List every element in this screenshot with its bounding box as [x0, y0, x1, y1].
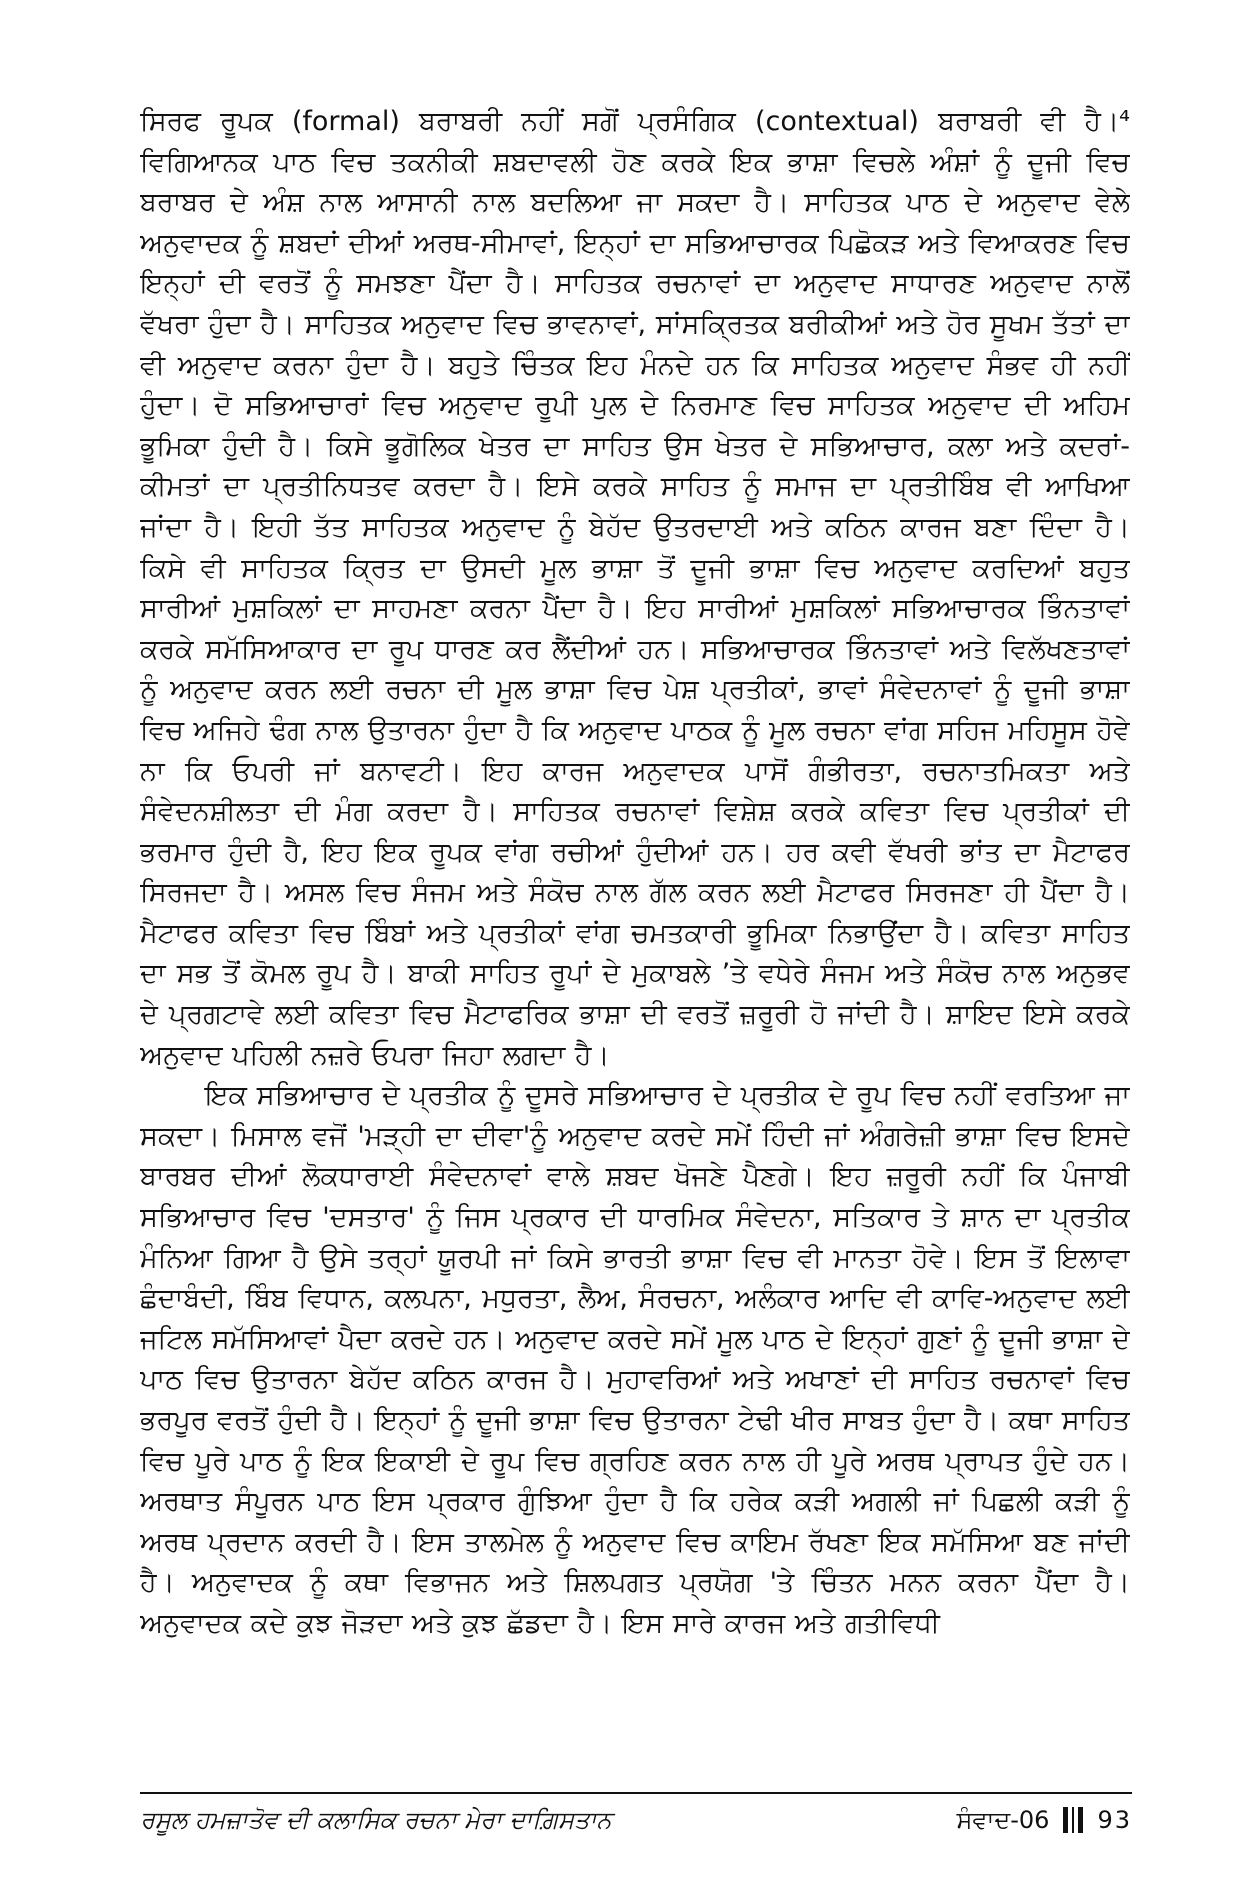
paragraph-2: ਇਕ ਸਭਿਆਚਾਰ ਦੇ ਪ੍ਰਤੀਕ ਨੂੰ ਦੂਸਰੇ ਸਭਿਆਚਾਰ ਦੇ ਪ੍ਰਤੀਕ ਦੇ ਰੂਪ ਵਿਚ ਨਹੀਂ ਵਰਤਿਆ ਜਾ ਸਕਦਾ। ਮਿਸਾਲ ਵਜੋਂ 'ਮੜ੍ਹੀ ਦਾ ਦੀਵਾ'ਨੂੰ ਅਨੁਵਾਦ ਕਰਦੇ ਸਮੇਂ ਹਿੰਦੀ ਜਾਂ ਅੰਗਰੇਜ਼ੀ ਭਾਸ਼ਾ ਵਿਚ ਇਸਦੇ ਬਾਰਬਰ ਦੀਆਂ ਲੋਕਧਾਰਾਈ ਸੰਵੇਦਨਾਵਾਂ ਵਾਲੇ ਸ਼ਬਦ ਖੋਜਣੇ ਪੈਣਗੇ। ਇਹ ਜ਼ਰੂਰੀ ਨਹੀਂ ਕਿ ਪੰਜਾਬੀ ਸਭਿਆਚਾਰ ਵਿਚ 'ਦਸਤਾਰ' ਨੂੰ ਜਿਸ ਪ੍ਰਕਾਰ ਦੀ ਧਾਰਮਿਕ ਸੰਵੇਦਨਾ, ਸਤਿਕਾਰ ਤੇ ਸ਼ਾਨ ਦਾ ਪ੍ਰਤੀਕ ਮੰਨਿਆ ਗਿਆ ਹੈ ਉਸੇ ਤਰ੍ਹਾਂ ਯੂਰਪੀ ਜਾਂ ਕਿਸੇ ਭਾਰਤੀ ਭਾਸ਼ਾ ਵਿਚ ਵੀ ਮਾਨਤਾ ਹੋਵੇ। ਇਸ ਤੋਂ ਇਲਾਵਾ ਛੰਦਾਬੰਦੀ, ਬਿੰਬ ਵਿਧਾਨ, ਕਲਪਨਾ, ਮਧੁਰਤਾ, ਲੈਅ, ਸੰਰਚਨਾ, ਅਲੰਕਾਰ ਆਦਿ ਵੀ ਕਾਵਿ-ਅਨੁਵਾਦ ਲਈ ਜਟਿਲ ਸਮੱਸਿਆਵਾਂ ਪੈਦਾ ਕਰਦੇ ਹਨ। ਅਨੁਵਾਦ ਕਰਦੇ ਸਮੇਂ ਮੂਲ ਪਾਠ ਦੇ ਇਨ੍ਹਾਂ ਗੁਣਾਂ ਨੂੰ ਦੂਜੀ ਭਾਸ਼ਾ ਦੇ ਪਾਠ ਵਿਚ ਉਤਾਰਨਾ ਬੇਹੱਦ ਕਠਿਨ ਕਾਰਜ ਹੈ। ਮੁਹਾਵਰਿਆਂ ਅਤੇ ਅਖਾਣਾਂ ਦੀ ਸਾਹਿਤ ਰਚਨਾਵਾਂ ਵਿਚ ਭਰਪੂਰ ਵਰਤੋਂ ਹੁੰਦੀ ਹੈ। ਇਨ੍ਹਾਂ ਨੂੰ ਦੂਜੀ ਭਾਸ਼ਾ ਵਿਚ ਉਤਾਰਨਾ ਟੇਢੀ ਖੀਰ ਸਾਬਤ ਹੁੰਦਾ ਹੈ। ਕਥਾ ਸਾਹਿਤ ਵਿਚ ਪੂਰੇ ਪਾਠ ਨੂੰ ਇਕ ਇਕਾਈ ਦੇ ਰੂਪ ਵਿਚ ਗ੍ਰਹਿਣ ਕਰਨ ਨਾਲ ਹੀ ਪੂਰੇ ਅਰਥ ਪ੍ਰਾਪਤ ਹੁੰਦੇ ਹਨ। ਅਰਥਾਤ ਸੰਪੂਰਨ ਪਾਠ ਇਸ ਪ੍ਰਕਾਰ ਗੁੰਝਿਆ ਹੁੰਦਾ ਹੈ ਕਿ ਹਰੇਕ ਕੜੀ ਅਗਲੀ ਜਾਂ ਪਿਛਲੀ ਕੜੀ ਨੂੰ ਅਰਥ ਪ੍ਰਦਾਨ ਕਰਦੀ ਹੈ। ਇਸ ਤਾਲਮੇਲ ਨੂੰ ਅਨੁਵਾਦ ਵਿਚ ਕਾਇਮ ਰੱਖਣਾ ਇਕ ਸਮੱਸਿਆ ਬਣ ਜਾਂਦੀ ਹੈ। ਅਨੁਵਾਦਕ ਨੂੰ ਕਥਾ ਵਿਭਾਜਨ ਅਤੇ ਸ਼ਿਲਪਗਤ ਪ੍ਰਯੋਗ 'ਤੇ ਚਿੰਤਨ ਮਨਨ ਕਰਨਾ ਪੈਂਦਾ ਹੈ। ਅਨੁਵਾਦਕ ਕਦੇ ਕੁਝ ਜੋੜਦਾ ਅਤੇ ਕੁਝ ਛੱਡਦਾ ਹੈ। ਇਸ ਸਾਰੇ ਕਾਰਜ ਅਤੇ ਗਤੀਵਿਧੀ	[140, 1080, 1130, 1639]
footer-rule	[140, 1792, 1132, 1794]
separator-bar	[1072, 1807, 1074, 1833]
page-footer	[140, 1800, 1132, 1840]
running-title: ਰਸੂਲ ਹਮਜ਼ਾਤੋਵ ਦੀ ਕਲਾਸਿਕ ਰਚਨਾ ਮੇਰਾ ਦਾਗ਼ਿਸਤਾਨ	[140, 1806, 612, 1834]
folio	[956, 1800, 1132, 1840]
separator-bar	[1063, 1807, 1068, 1833]
separator-bar	[1078, 1807, 1083, 1833]
separator-bars-icon	[1063, 1807, 1083, 1833]
body-text	[140, 102, 1130, 1742]
journal-name: ਸੰਵਾਦ-06	[956, 1806, 1050, 1834]
paragraph-1: ਸਿਰਫ ਰੂਪਕ (formal) ਬਰਾਬਰੀ ਨਹੀਂ ਸਗੋਂ ਪ੍ਰਸੰਗਿਕ (contextual) ਬਰਾਬਰੀ ਵੀ ਹੈ।⁴ ਵਿਗਿਆਨਕ ਪਾਠ ਵਿਚ ਤਕਨੀਕੀ ਸ਼ਬਦਾਵਲੀ ਹੋਣ ਕਰਕੇ ਇਕ ਭਾਸ਼ਾ ਵਿਚਲੇ ਅੰਸ਼ਾਂ ਨੂੰ ਦੂਜੀ ਵਿਚ ਬਰਾਬਰ ਦੇ ਅੰਸ਼ ਨਾਲ ਆਸਾਨੀ ਨਾਲ ਬਦਲਿਆ ਜਾ ਸਕਦਾ ਹੈ। ਸਾਹਿਤਕ ਪਾਠ ਦੇ ਅਨੁਵਾਦ ਵੇਲੇ ਅਨੁਵਾਦਕ ਨੂੰ ਸ਼ਬਦਾਂ ਦੀਆਂ ਅਰਥ-ਸੀਮਾਵਾਂ, ਇਨ੍ਹਾਂ ਦਾ ਸਭਿਆਚਾਰਕ ਪਿਛੋਕੜ ਅਤੇ ਵਿਆਕਰਣ ਵਿਚ ਇਨ੍ਹਾਂ ਦੀ ਵਰਤੋਂ ਨੂੰ ਸਮਝਣਾ ਪੈਂਦਾ ਹੈ। ਸਾਹਿਤਕ ਰਚਨਾਵਾਂ ਦਾ ਅਨੁਵਾਦ ਸਾਧਾਰਣ ਅਨੁਵਾਦ ਨਾਲੋਂ ਵੱਖਰਾ ਹੁੰਦਾ ਹੈ। ਸਾਹਿਤਕ ਅਨੁਵਾਦ ਵਿਚ ਭਾਵਨਾਵਾਂ, ਸਾਂਸਕ੍ਰਿਤਕ ਬਰੀਕੀਆਂ ਅਤੇ ਹੋਰ ਸੂਖਮ ਤੱਤਾਂ ਦਾ ਵੀ ਅਨੁਵਾਦ ਕਰਨਾ ਹੁੰਦਾ ਹੈ। ਬਹੁਤੇ ਚਿੰਤਕ ਇਹ ਮੰਨਦੇ ਹਨ ਕਿ ਸਾਹਿਤਕ ਅਨੁਵਾਦ ਸੰਭਵ ਹੀ ਨਹੀਂ ਹੁੰਦਾ। ਦੋ ਸਭਿਆਚਾਰਾਂ ਵਿਚ ਅਨੁਵਾਦ ਰੂਪੀ ਪੁਲ ਦੇ ਨਿਰਮਾਣ ਵਿਚ ਸਾਹਿਤਕ ਅਨੁਵਾਦ ਦੀ ਅਹਿਮ ਭੂਮਿਕਾ ਹੁੰਦੀ ਹੈ। ਕਿਸੇ ਭੂਗੋਲਿਕ ਖੇਤਰ ਦਾ ਸਾਹਿਤ ਉਸ ਖੇਤਰ ਦੇ ਸਭਿਆਚਾਰ, ਕਲਾ ਅਤੇ ਕਦਰਾਂ-ਕੀਮਤਾਂ ਦਾ ਪ੍ਰਤੀਨਿਧਤਵ ਕਰਦਾ ਹੈ। ਇਸੇ ਕਰਕੇ ਸਾਹਿਤ ਨੂੰ ਸਮਾਜ ਦਾ ਪ੍ਰਤੀਬਿੰਬ ਵੀ ਆਖਿਆ ਜਾਂਦਾ ਹੈ। ਇਹੀ ਤੱਤ ਸਾਹਿਤਕ ਅਨੁਵਾਦ ਨੂੰ ਬੇਹੱਦ ਉਤਰਦਾਈ ਅਤੇ ਕਠਿਨ ਕਾਰਜ ਬਣਾ ਦਿੰਦਾ ਹੈ। ਕਿਸੇ ਵੀ ਸਾਹਿਤਕ ਕ੍ਰਿਤ ਦਾ ਉਸਦੀ ਮੂਲ ਭਾਸ਼ਾ ਤੋਂ ਦੂਜੀ ਭਾਸ਼ਾ ਵਿਚ ਅਨੁਵਾਦ ਕਰਦਿਆਂ ਬਹੁਤ ਸਾਰੀਆਂ ਮੁਸ਼ਕਿਲਾਂ ਦਾ ਸਾਹਮਣਾ ਕਰਨਾ ਪੈਂਦਾ ਹੈ। ਇਹ ਸਾਰੀਆਂ ਮੁਸ਼ਕਿਲਾਂ ਸਭਿਆਚਾਰਕ ਭਿੰਨਤਾਵਾਂ ਕਰਕੇ ਸਮੱਸਿਆਕਾਰ ਦਾ ਰੂਪ ਧਾਰਣ ਕਰ ਲੈਂਦੀਆਂ ਹਨ। ਸਭਿਆਚਾਰਕ ਭਿੰਨਤਾਵਾਂ ਅਤੇ ਵਿਲੱਖਣਤਾਵਾਂ ਨੂੰ ਅਨੁਵਾਦ ਕਰਨ ਲਈ ਰਚਨਾ ਦੀ ਮੂਲ ਭਾਸ਼ਾ ਵਿਚ ਪੇਸ਼ ਪ੍ਰਤੀਕਾਂ, ਭਾਵਾਂ ਸੰਵੇਦਨਾਵਾਂ ਨੂੰ ਦੂਜੀ ਭਾਸ਼ਾ ਵਿਚ ਅਜਿਹੇ ਢੰਗ ਨਾਲ ਉਤਾਰਨਾ ਹੁੰਦਾ ਹੈ ਕਿ ਅਨੁਵਾਦ ਪਾਠਕ ਨੂੰ ਮੂਲ ਰਚਨਾ ਵਾਂਗ ਸਹਿਜ ਮਹਿਸੂਸ ਹੋਵੇ ਨਾ ਕਿ ਓਪਰੀ ਜਾਂ ਬਨਾਵਟੀ। ਇਹ ਕਾਰਜ ਅਨੁਵਾਦਕ ਪਾਸੋਂ ਗੰਭੀਰਤਾ, ਰਚਨਾਤਮਿਕਤਾ ਅਤੇ ਸੰਵੇਦਨਸ਼ੀਲਤਾ ਦੀ ਮੰਗ ਕਰਦਾ ਹੈ। ਸਾਹਿਤਕ ਰਚਨਾਵਾਂ ਵਿਸ਼ੇਸ਼ ਕਰਕੇ ਕਵਿਤਾ ਵਿਚ ਪ੍ਰਤੀਕਾਂ ਦੀ ਭਰਮਾਰ ਹੁੰਦੀ ਹੈ, ਇਹ ਇਕ ਰੂਪਕ ਵਾਂਗ ਰਚੀਆਂ ਹੁੰਦੀਆਂ ਹਨ। ਹਰ ਕਵੀ ਵੱਖਰੀ ਭਾਂਤ ਦਾ ਮੈਟਾਫਰ ਸਿਰਜਦਾ ਹੈ। ਅਸਲ ਵਿਚ ਸੰਜਮ ਅਤੇ ਸੰਕੋਚ ਨਾਲ ਗੱਲ ਕਰਨ ਲਈ ਮੈਟਾਫਰ ਸਿਰਜਣਾ ਹੀ ਪੈਂਦਾ ਹੈ। ਮੈਟਾਫਰ ਕਵਿਤਾ ਵਿਚ ਬਿੰਬਾਂ ਅਤੇ ਪ੍ਰਤੀਕਾਂ ਵਾਂਗ ਚਮਤਕਾਰੀ ਭੂਮਿਕਾ ਨਿਭਾਉਂਦਾ ਹੈ। ਕਵਿਤਾ ਸਾਹਿਤ ਦਾ ਸਭ ਤੋਂ ਕੋਮਲ ਰੂਪ ਹੈ। ਬਾਕੀ ਸਾਹਿਤ ਰੂਪਾਂ ਦੇ ਮੁਕਾਬਲੇ ’ਤੇ ਵਧੇਰੇ ਸੰਜਮ ਅਤੇ ਸੰਕੋਚ ਨਾਲ ਅਨੁਭਵ ਦੇ ਪ੍ਰਗਟਾਵੇ ਲਈ ਕਵਿਤਾ ਵਿਚ ਮੈਟਾਫਰਿਕ ਭਾਸ਼ਾ ਦੀ ਵਰਤੋਂ ਜ਼ਰੂਰੀ ਹੋ ਜਾਂਦੀ ਹੈ। ਸ਼ਾਇਦ ਇਸੇ ਕਰਕੇ ਅਨੁਵਾਦ ਪਹਿਲੀ ਨਜ਼ਰੇ ਓਪਰਾ ਜਿਹਾ ਲਗਦਾ ਹੈ।	[140, 106, 1130, 1071]
page-number: 93	[1097, 1806, 1132, 1834]
